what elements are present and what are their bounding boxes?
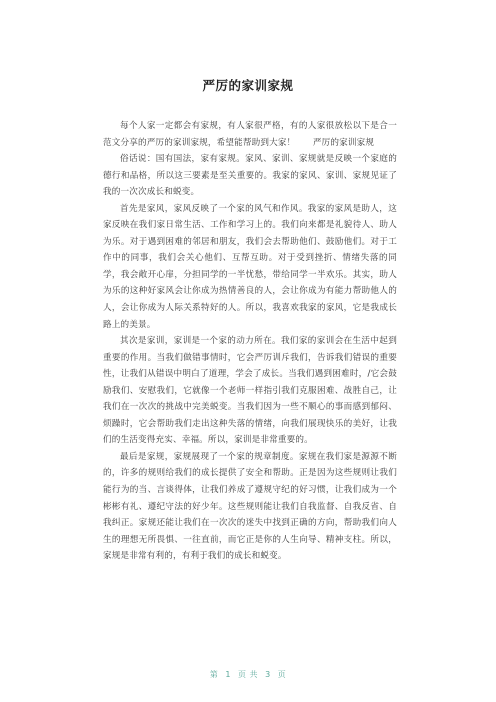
footer-page-number: 1 (225, 670, 231, 679)
document-title: 严厉的家训家规 (202, 78, 294, 93)
footer-middle: 页 共 (237, 670, 259, 679)
footer-total-pages: 3 (265, 670, 271, 679)
paragraph-family-style: 首先是家风，家风反映了一个家的风气和作风。我家的家风是助人，这家反映在我们家日常生活、工作和学习上的。我们向来都是礼貌待人、助人为乐。对于遇到困难的邻居和朋友，我们会去帮助他们、鼓励他们。对于工作中的同事，我们会关心他们、互帮互助。对于受到挫折、情绪失落的同学，我会敞开心扉，分担同学的一半忧愁，带给同学一半欢乐。其实，助人为乐的这种好家风会让你成为热情善良的人，会让你成为有能力帮助他人的人，会让你成为人际关系特好的人。所以，我喜欢我家的家风，它是我成长路上的美景。 (103, 203, 397, 330)
footer-prefix: 第 (209, 670, 219, 679)
document-body (103, 118, 397, 565)
paragraph-family-rules: 最后是家规，家规展现了一个家的规章制度。家规在我们家是源源不断的，许多的规则给我们的成长提供了安全和帮助。正是因为这些规则让我们能行为的当、言谈得体，让我们养成了遵规守纪的好习惯，让我们成为一个彬彬有礼、遵纪守法的好少年。这些规则能让我们自我监督、自我反省、自我纠正。家规还能让我们在一次次的迷失中找到正确的方向，帮助我们向人生的理想无所畏惧、一往直前，而它正是你的人生向导、精神支柱。所以，家规是非常有利的，有利于我们的成长和蜕变。 (103, 451, 397, 562)
footer-suffix: 页 (277, 670, 287, 679)
paragraph-family-motto: 其次是家训，家训是一个家的动力所在。我们家的家训会在生活中起到重要的作用。当我们做错事情时，它会严厉训斥我们，告诉我们错误的重要性，让我们从错误中明白了道理，学会了成长。当我们遇到困难时，/它会鼓励我们、安慰我们，它就像一个老师一样指引我们克服困难、战胜自己，让我们在一次次的挑战中完美蜕变。当我们因为一些不顺心的事而感到郁闷、烦躁时，它会帮助我们走出这种失落的情绪，向我们展现快乐的美好，让我们的生活变得充实、幸福。所以，家训是非常重要的。 (103, 336, 397, 446)
page-footer (0, 669, 496, 680)
paragraph-saying: 俗话说：国有国法，家有家规。家风、家训、家规就是反映一个家庭的德行和品格，所以这三要素是至关重要的。我家的家风、家训、家规见证了我的一次次成长和蜕变。 (103, 154, 397, 198)
paragraph-intro: 每个人家一定都会有家规，有人家很严格，有的人家很放松以下是合一范文分享的严厉的家训家规，希望能帮助到大家！ 严厉的家训家规 (103, 121, 397, 148)
